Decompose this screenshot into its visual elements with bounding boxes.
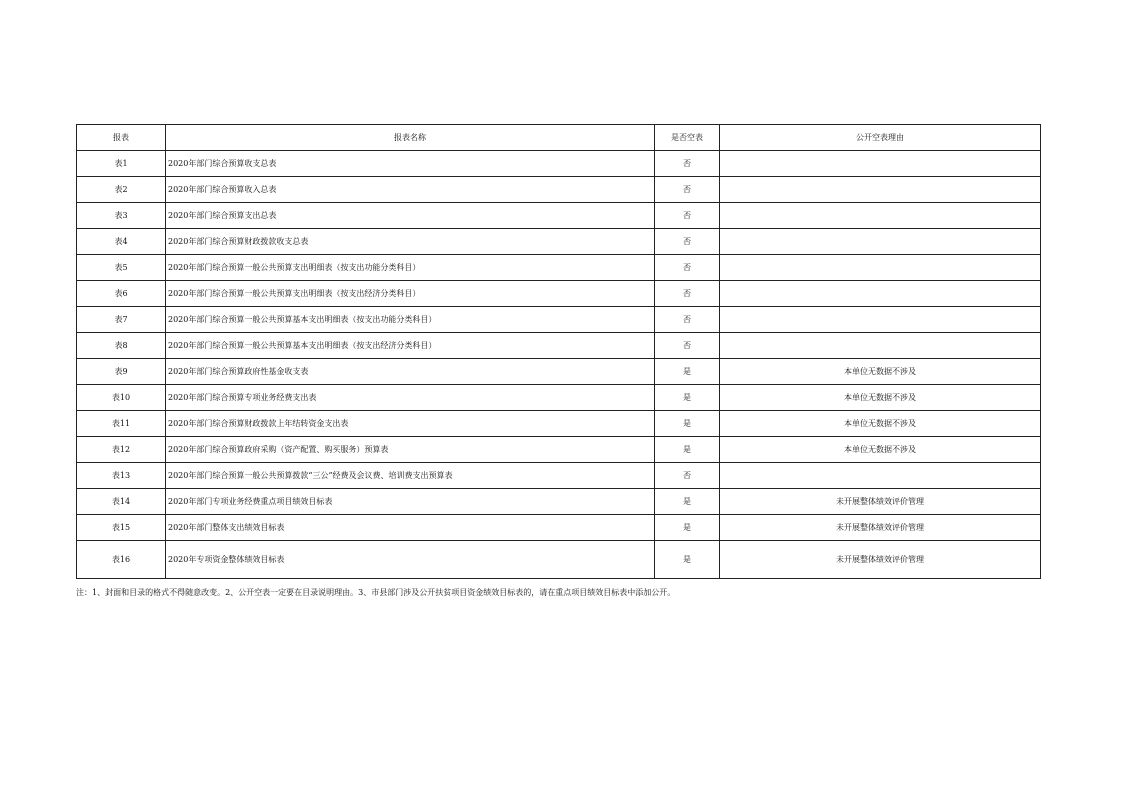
- table-row: [77, 229, 1041, 255]
- row-reason: [720, 203, 1041, 229]
- row-name: 2020年部门综合预算财政拨款上年结转资金支出表: [166, 411, 655, 437]
- row-name: 2020年部门综合预算财政拨款收支总表: [166, 229, 655, 255]
- row-is-empty: 否: [655, 151, 720, 177]
- header-is-empty: 是否空表: [655, 125, 720, 151]
- row-is-empty: 否: [655, 229, 720, 255]
- row-is-empty: 否: [655, 203, 720, 229]
- row-reason: 本单位无数据不涉及: [720, 385, 1041, 411]
- row-reason: 未开展整体绩效评价管理: [720, 515, 1041, 541]
- footnote: 注：1、封面和目录的格式不得随意改变。2、公开空表一定要在目录说明理由。3、市县部门涉及公开扶贫项目资金绩效目标表的，请在重点项目绩效目标表中添加公开。: [76, 588, 676, 597]
- row-code: 表11: [77, 411, 166, 437]
- table-row: [77, 541, 1041, 579]
- header-report-code: 报表: [77, 125, 166, 151]
- row-code: 表16: [77, 541, 166, 579]
- row-code: 表3: [77, 203, 166, 229]
- table-row: [77, 489, 1041, 515]
- row-is-empty: 是: [655, 385, 720, 411]
- row-name: 2020年部门综合预算专项业务经费支出表: [166, 385, 655, 411]
- row-reason: 本单位无数据不涉及: [720, 411, 1041, 437]
- row-code: 表1: [77, 151, 166, 177]
- row-reason: [720, 255, 1041, 281]
- row-name: 2020年部门综合预算收入总表: [166, 177, 655, 203]
- row-reason: [720, 463, 1041, 489]
- row-code: 表8: [77, 333, 166, 359]
- row-is-empty: 是: [655, 489, 720, 515]
- row-name: 2020年部门综合预算政府采购（资产配置、购买服务）预算表: [166, 437, 655, 463]
- row-reason: 未开展整体绩效评价管理: [720, 489, 1041, 515]
- header-empty-reason: 公开空表理由: [720, 125, 1041, 151]
- row-reason: [720, 281, 1041, 307]
- row-name: 2020年部门专项业务经费重点项目绩效目标表: [166, 489, 655, 515]
- row-code: 表13: [77, 463, 166, 489]
- table-row: [77, 385, 1041, 411]
- row-reason: 未开展整体绩效评价管理: [720, 541, 1041, 579]
- row-name: 2020年部门整体支出绩效目标表: [166, 515, 655, 541]
- table-row: [77, 307, 1041, 333]
- row-is-empty: 是: [655, 515, 720, 541]
- table-row: [77, 333, 1041, 359]
- row-reason: 本单位无数据不涉及: [720, 437, 1041, 463]
- row-name: 2020年部门综合预算一般公共预算支出明细表（按支出经济分类科目）: [166, 281, 655, 307]
- report-catalog: [76, 124, 1041, 579]
- row-reason: [720, 229, 1041, 255]
- table-row: [77, 281, 1041, 307]
- row-name: 2020年专项资金整体绩效目标表: [166, 541, 655, 579]
- row-code: 表2: [77, 177, 166, 203]
- report-table: [76, 124, 1041, 579]
- table-row: [77, 463, 1041, 489]
- row-is-empty: 否: [655, 177, 720, 203]
- table-row: [77, 177, 1041, 203]
- row-is-empty: 否: [655, 463, 720, 489]
- row-name: 2020年部门综合预算支出总表: [166, 203, 655, 229]
- row-is-empty: 是: [655, 541, 720, 579]
- table-row: [77, 437, 1041, 463]
- row-reason: [720, 177, 1041, 203]
- row-code: 表7: [77, 307, 166, 333]
- row-name: 2020年部门综合预算一般公共预算基本支出明细表（按支出经济分类科目）: [166, 333, 655, 359]
- row-is-empty: 是: [655, 411, 720, 437]
- table-row: [77, 411, 1041, 437]
- row-code: 表5: [77, 255, 166, 281]
- table-header-row: [77, 125, 1041, 151]
- header-report-name: 报表名称: [166, 125, 655, 151]
- row-is-empty: 是: [655, 437, 720, 463]
- row-code: 表10: [77, 385, 166, 411]
- row-code: 表15: [77, 515, 166, 541]
- row-name: 2020年部门综合预算一般公共预算拨款“三公”经费及会议费、培训费支出预算表: [166, 463, 655, 489]
- row-reason: [720, 307, 1041, 333]
- row-is-empty: 否: [655, 255, 720, 281]
- table-row: [77, 203, 1041, 229]
- row-is-empty: 是: [655, 359, 720, 385]
- table-row: [77, 255, 1041, 281]
- row-is-empty: 否: [655, 281, 720, 307]
- row-code: 表12: [77, 437, 166, 463]
- row-name: 2020年部门综合预算一般公共预算支出明细表（按支出功能分类科目）: [166, 255, 655, 281]
- row-code: 表4: [77, 229, 166, 255]
- row-code: 表14: [77, 489, 166, 515]
- row-reason: [720, 333, 1041, 359]
- row-code: 表6: [77, 281, 166, 307]
- row-reason: [720, 151, 1041, 177]
- table-row: [77, 151, 1041, 177]
- row-is-empty: 否: [655, 307, 720, 333]
- row-name: 2020年部门综合预算政府性基金收支表: [166, 359, 655, 385]
- row-name: 2020年部门综合预算一般公共预算基本支出明细表（按支出功能分类科目）: [166, 307, 655, 333]
- table-row: [77, 515, 1041, 541]
- row-reason: 本单位无数据不涉及: [720, 359, 1041, 385]
- row-name: 2020年部门综合预算收支总表: [166, 151, 655, 177]
- row-code: 表9: [77, 359, 166, 385]
- table-row: [77, 359, 1041, 385]
- row-is-empty: 否: [655, 333, 720, 359]
